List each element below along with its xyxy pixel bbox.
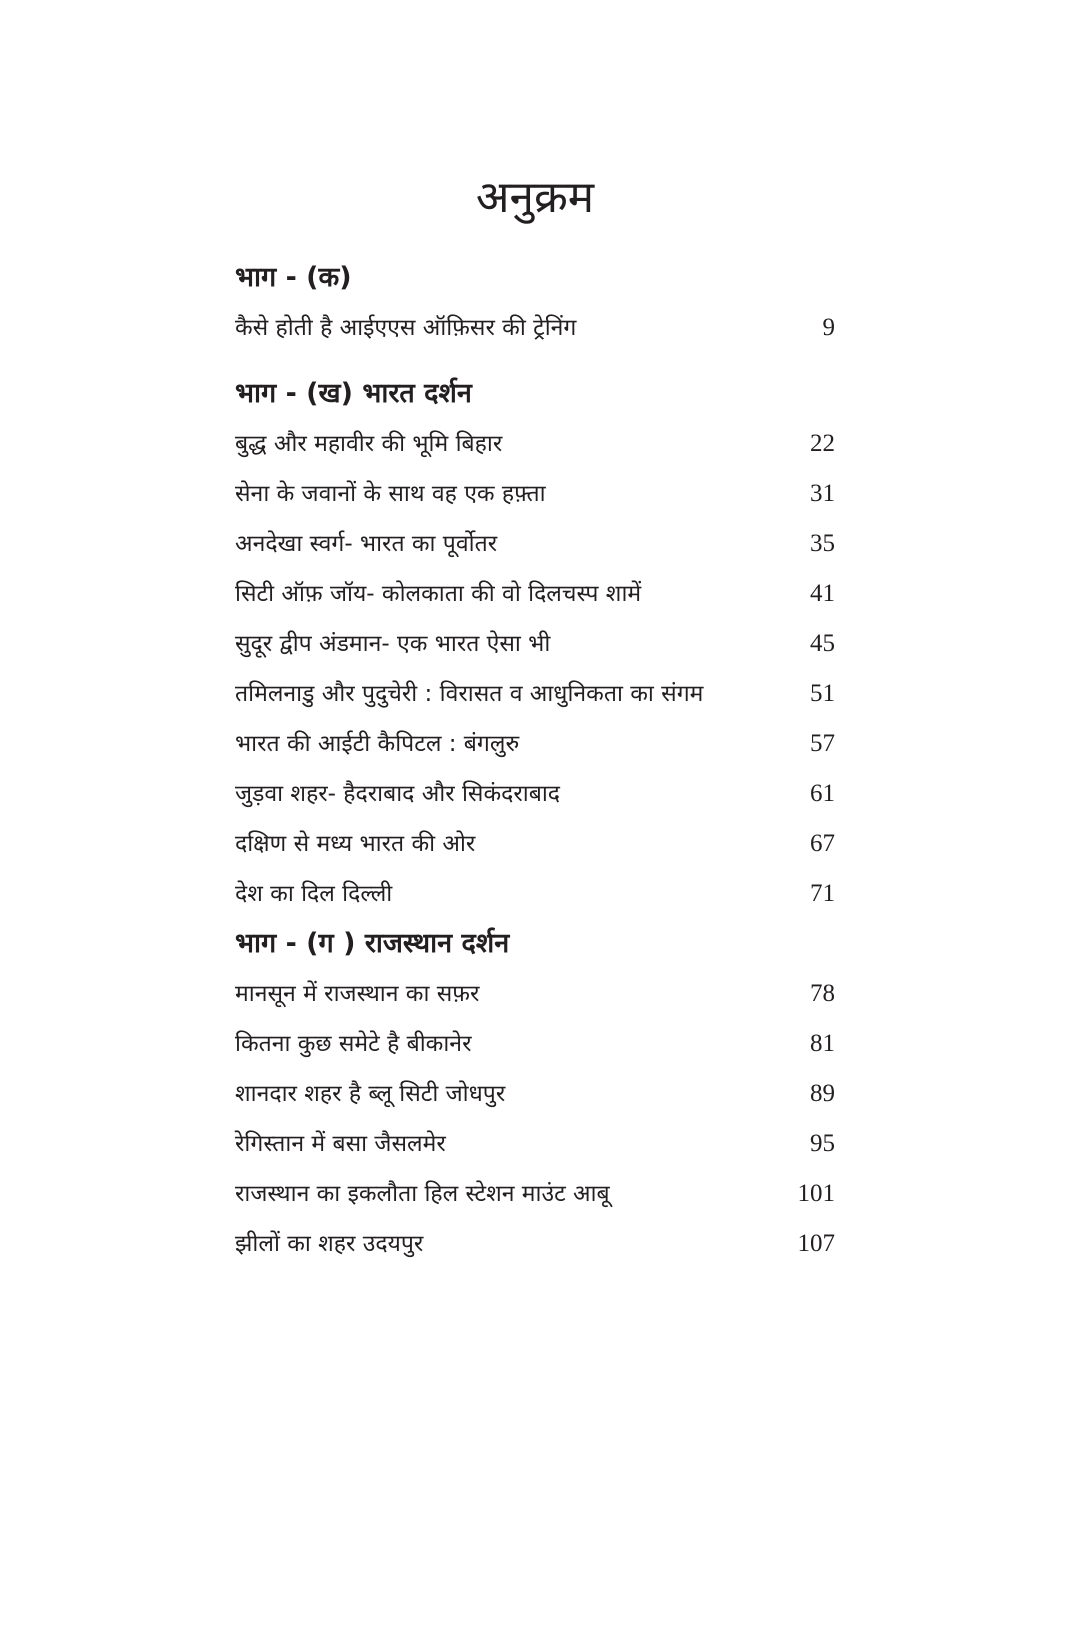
entry-title: सेना के जवानों के साथ वह एक हफ़्ता bbox=[235, 481, 546, 507]
toc-entry bbox=[235, 522, 835, 572]
entry-title: मानसून में राजस्थान का सफ़र bbox=[235, 981, 480, 1007]
section-heading: भाग - (ग ) राजस्थान दर्शन bbox=[235, 928, 510, 959]
entry-page-number: 41 bbox=[810, 580, 835, 607]
entry-title: जुड़वा शहर- हैदराबाद और सिकंदराबाद bbox=[235, 781, 560, 807]
section-part-c bbox=[235, 924, 835, 1272]
page-title: अनुक्रम bbox=[475, 172, 595, 223]
entry-page-number: 107 bbox=[797, 1230, 835, 1257]
toc-entry bbox=[235, 422, 835, 472]
entry-title: रेगिस्तान में बसा जैसलमेर bbox=[235, 1131, 446, 1157]
toc-entry bbox=[235, 822, 835, 872]
entry-title: अनदेखा स्वर्ग- भारत का पूर्वोतर bbox=[235, 531, 498, 557]
toc-entry bbox=[235, 572, 835, 622]
entry-title: कैसे होती है आईएएस ऑफ़िसर की ट्रेनिंग bbox=[235, 315, 577, 341]
entry-page-number: 67 bbox=[810, 830, 835, 857]
section-part-a bbox=[235, 258, 835, 356]
toc-entry bbox=[235, 672, 835, 722]
toc-entry bbox=[235, 1222, 835, 1272]
section-heading: भाग - (ख) भारत दर्शन bbox=[235, 378, 472, 409]
entry-page-number: 35 bbox=[810, 530, 835, 557]
entry-page-number: 71 bbox=[810, 880, 835, 907]
entry-page-number: 31 bbox=[810, 480, 835, 507]
entry-title: कितना कुछ समेटे है बीकानेर bbox=[235, 1031, 472, 1057]
entry-title: शानदार शहर है ब्लू सिटी जोधपुर bbox=[235, 1081, 506, 1107]
toc-entry bbox=[235, 772, 835, 822]
entry-title: सुदूर द्वीप अंडमान- एक भारत ऐसा भी bbox=[235, 631, 551, 657]
entry-page-number: 22 bbox=[810, 430, 835, 457]
toc-entry bbox=[235, 722, 835, 772]
toc-entry bbox=[235, 972, 835, 1022]
entry-page-number: 57 bbox=[810, 730, 835, 757]
entry-title: झीलों का शहर उदयपुर bbox=[235, 1231, 424, 1257]
entry-page-number: 89 bbox=[810, 1080, 835, 1107]
toc-entry bbox=[235, 472, 835, 522]
entry-title: राजस्थान का इकलौता हिल स्टेशन माउंट आबू bbox=[235, 1181, 610, 1207]
entry-title: सिटी ऑफ़ जॉय- कोलकाता की वो दिलचस्प शामें bbox=[235, 581, 642, 607]
entry-page-number: 61 bbox=[810, 780, 835, 807]
toc-entry bbox=[235, 1172, 835, 1222]
entry-page-number: 78 bbox=[810, 980, 835, 1007]
toc-entry bbox=[235, 1022, 835, 1072]
entry-title: दक्षिण से मध्य भारत की ओर bbox=[235, 831, 476, 857]
entry-title: देश का दिल दिल्ली bbox=[235, 881, 393, 907]
toc-entry bbox=[235, 622, 835, 672]
entry-title: तमिलनाडु और पुदुचेरी : विरासत व आधुनिकता का संगम bbox=[235, 681, 704, 707]
entry-title: बुद्ध और महावीर की भूमि बिहार bbox=[235, 431, 503, 457]
toc-entry bbox=[235, 872, 835, 922]
toc-entry bbox=[235, 1072, 835, 1122]
entry-page-number: 81 bbox=[810, 1030, 835, 1057]
toc-entry bbox=[235, 306, 835, 356]
section-part-b bbox=[235, 374, 835, 922]
entry-title: भारत की आईटी कैपिटल : बंगलुरु bbox=[235, 731, 520, 757]
entry-page-number: 95 bbox=[810, 1130, 835, 1157]
entry-page-number: 51 bbox=[810, 680, 835, 707]
section-heading: भाग - (क) bbox=[235, 262, 352, 293]
entry-page-number: 101 bbox=[797, 1180, 835, 1207]
entry-page-number: 9 bbox=[822, 314, 835, 341]
toc-entry bbox=[235, 1122, 835, 1172]
entry-page-number: 45 bbox=[810, 630, 835, 657]
